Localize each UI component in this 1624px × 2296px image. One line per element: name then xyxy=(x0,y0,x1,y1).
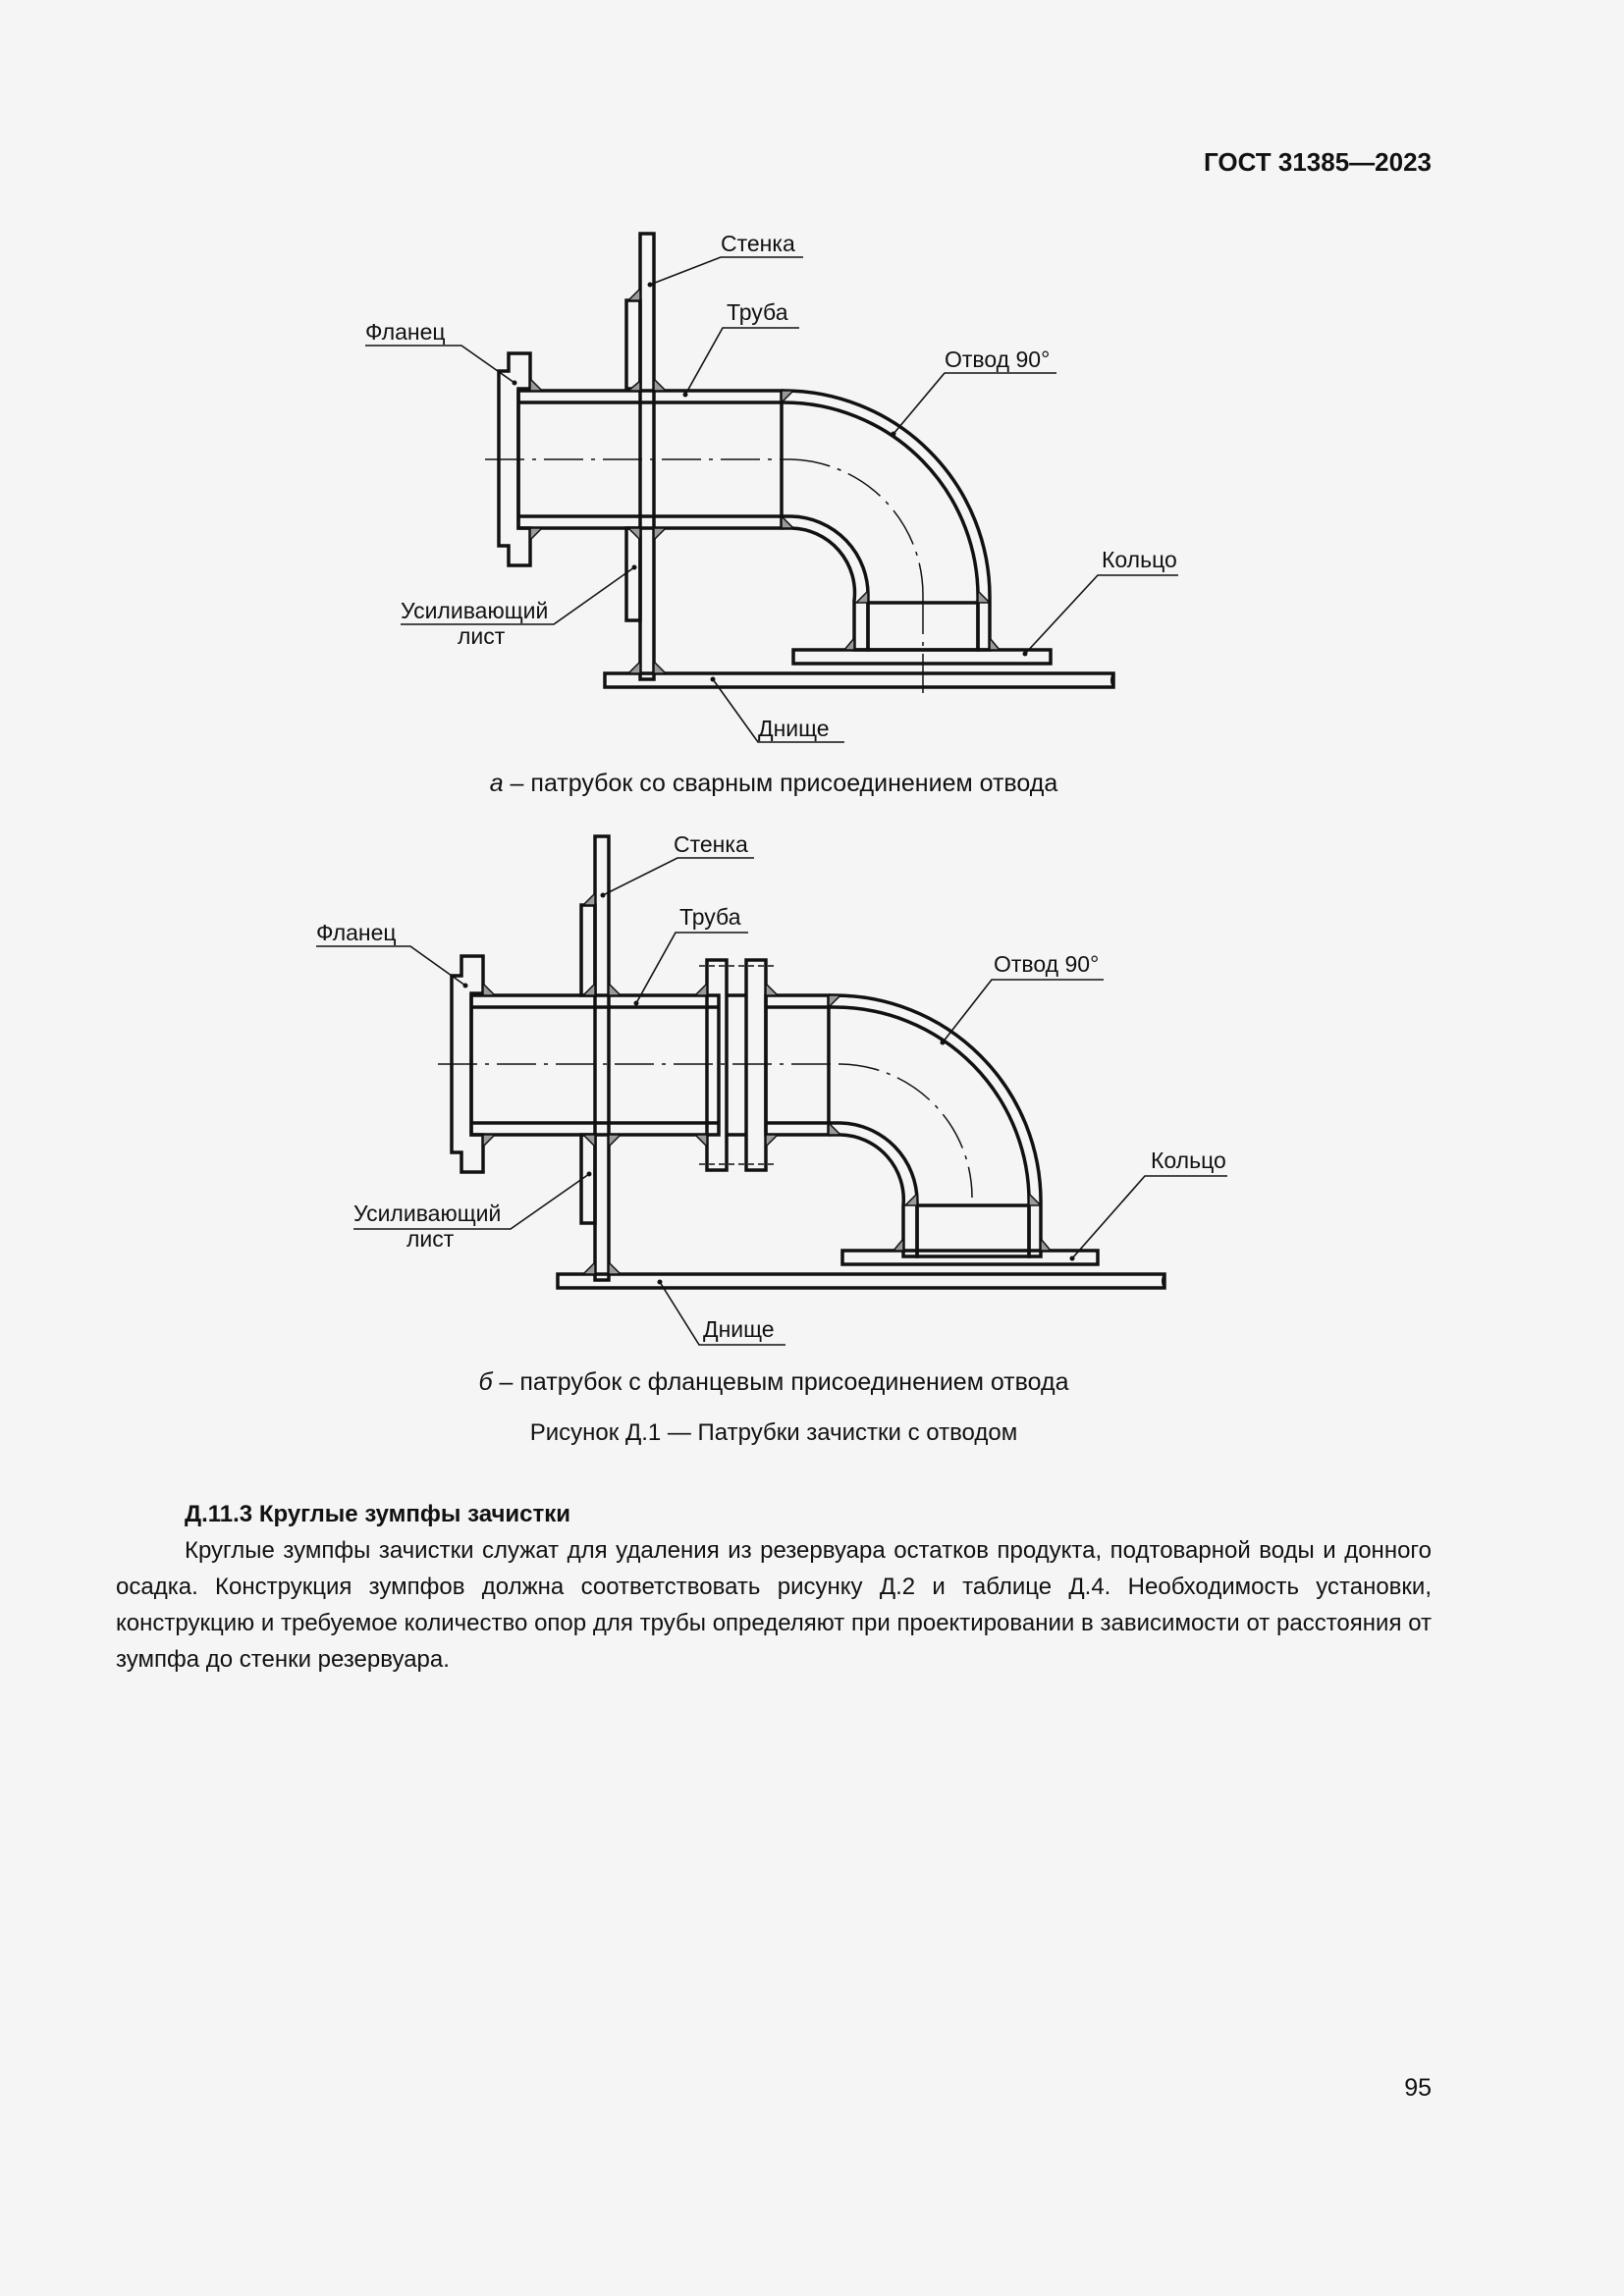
label-pipe: Труба xyxy=(679,904,741,930)
section-heading: Д.11.3 Круглые зумпфы зачистки xyxy=(185,1501,571,1527)
flange-pair-right xyxy=(746,960,766,1170)
label-ring: Кольцо xyxy=(1151,1148,1226,1173)
label-bottom: Днище xyxy=(703,1316,775,1342)
label-ring: Кольцо xyxy=(1102,547,1177,572)
figure-b-letter: б xyxy=(478,1368,493,1396)
page-number: 95 xyxy=(1404,2074,1432,2102)
label-bottom: Днище xyxy=(758,716,830,741)
figure-b-drawing xyxy=(0,821,1624,1351)
ring xyxy=(793,650,1051,664)
figure-b-caption-text: – патрубок с фланцевым присоединением отвода xyxy=(492,1368,1069,1396)
wall-plate xyxy=(640,234,654,679)
label-elbow: Отвод 90° xyxy=(945,347,1051,372)
figure-a-letter: а xyxy=(489,770,504,797)
label-flange: Фланец xyxy=(365,319,446,345)
bottom-plate xyxy=(605,673,1113,687)
label-flange: Фланец xyxy=(316,920,397,945)
label-pipe: Труба xyxy=(727,299,788,325)
wall-plate xyxy=(595,836,609,1280)
figure-title: Рисунок Д.1 — Патрубки зачистки с отводом xyxy=(529,1419,1018,1446)
label-elbow: Отвод 90° xyxy=(994,951,1100,977)
label-reinforcing-1: Усиливающий xyxy=(401,598,549,623)
label-reinforcing-2: лист xyxy=(458,623,506,649)
label-reinforcing-1: Усиливающий xyxy=(353,1201,502,1226)
figure-a-caption xyxy=(0,770,1547,798)
section-body: Круглые зумпфы зачистки служат для удаления из резервуара остатков продукта, подтоварной воды и донного осадка. Конструкция зумпфов должна соответствовать рисунку Д.2 и таблице Д.4. Необходимость установки, конструкцию и требуемое количество опор для трубы определяют при проектировании в зависимости от расстояния от зумпфа до стенки резервуара. xyxy=(116,1537,1432,1673)
label-wall: Стенка xyxy=(721,231,795,256)
reinforcing-plate-upper xyxy=(581,905,595,995)
figure-b-caption xyxy=(0,1368,1547,1397)
flange-pair-left xyxy=(707,960,727,1170)
reinforcing-plate-lower xyxy=(626,528,640,620)
label-wall: Стенка xyxy=(674,831,748,857)
figure-a-drawing xyxy=(0,216,1624,741)
label-reinforcing-2: лист xyxy=(406,1226,455,1252)
section-d-11-3 xyxy=(116,1496,1432,1678)
document-header: ГОСТ 31385—2023 xyxy=(1204,147,1432,177)
reinforcing-plate-upper xyxy=(626,300,640,389)
bottom-plate xyxy=(558,1274,1164,1288)
figure-a-caption-text: – патрубок со сварным присоединением отвода xyxy=(503,770,1058,797)
